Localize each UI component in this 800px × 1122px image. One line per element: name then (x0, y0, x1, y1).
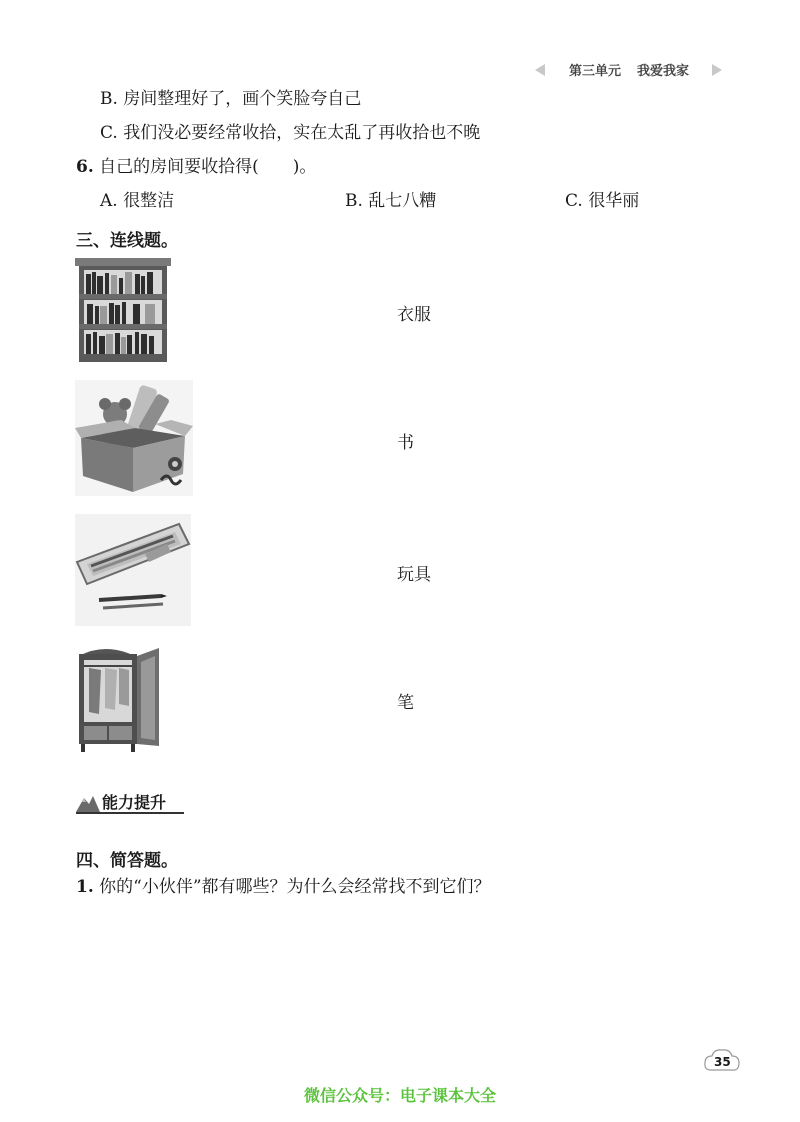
footer-watermark: 微信公众号：电子课本大全 (303, 1086, 496, 1105)
triangle-left-icon (535, 64, 545, 76)
match-label-clothes[interactable]: 衣服 (397, 305, 431, 325)
header-unit: 第三单元 (569, 64, 622, 79)
header-topic: 我爱我家 (637, 64, 690, 79)
mountain-icon (76, 792, 100, 812)
q6-option-a: A. 很整洁 (100, 191, 175, 211)
question-6 (76, 156, 316, 178)
match-label-toy[interactable]: 玩具 (397, 565, 431, 585)
q6-option-c: C. 很华丽 (565, 191, 640, 211)
toy-box-icon (75, 380, 193, 496)
question-6-text: 自己的房间要收拾得( )。 (99, 157, 317, 177)
page-number-badge (703, 1046, 741, 1076)
wardrobe-image[interactable] (75, 642, 161, 760)
pencil-case-image[interactable] (75, 514, 191, 630)
page-number: 35 (714, 1055, 731, 1069)
triangle-right-icon (712, 64, 722, 76)
ability-label: 能力提升 (102, 793, 167, 812)
question-6-number: 6. (76, 157, 94, 177)
ability-banner (76, 788, 186, 814)
section-4-title: 四、简答题。 (76, 851, 178, 871)
wardrobe-icon (75, 642, 161, 756)
toy-box-image[interactable] (75, 380, 193, 500)
ability-underline (76, 812, 184, 814)
bookshelf-image[interactable] (75, 258, 171, 368)
section-3-title: 三、连线题。 (76, 231, 178, 251)
q6-option-b: B. 乱七八糟 (345, 191, 437, 211)
page-header (535, 58, 735, 80)
bookshelf-icon (75, 258, 171, 364)
pencil-case-icon (75, 514, 191, 626)
option-c-prev: C. 我们没必要经常收拾，实在太乱了再收拾也不晚 (100, 123, 481, 143)
match-label-pen[interactable]: 笔 (397, 693, 414, 713)
question-1 (76, 876, 491, 898)
match-label-book[interactable]: 书 (397, 433, 414, 453)
question-1-text: 你的“小伙伴”都有哪些？为什么会经常找不到它们？ (99, 877, 491, 897)
question-1-number: 1. (76, 877, 94, 897)
option-b-prev: B. 房间整理好了，画个笑脸夸自己 (100, 89, 362, 109)
